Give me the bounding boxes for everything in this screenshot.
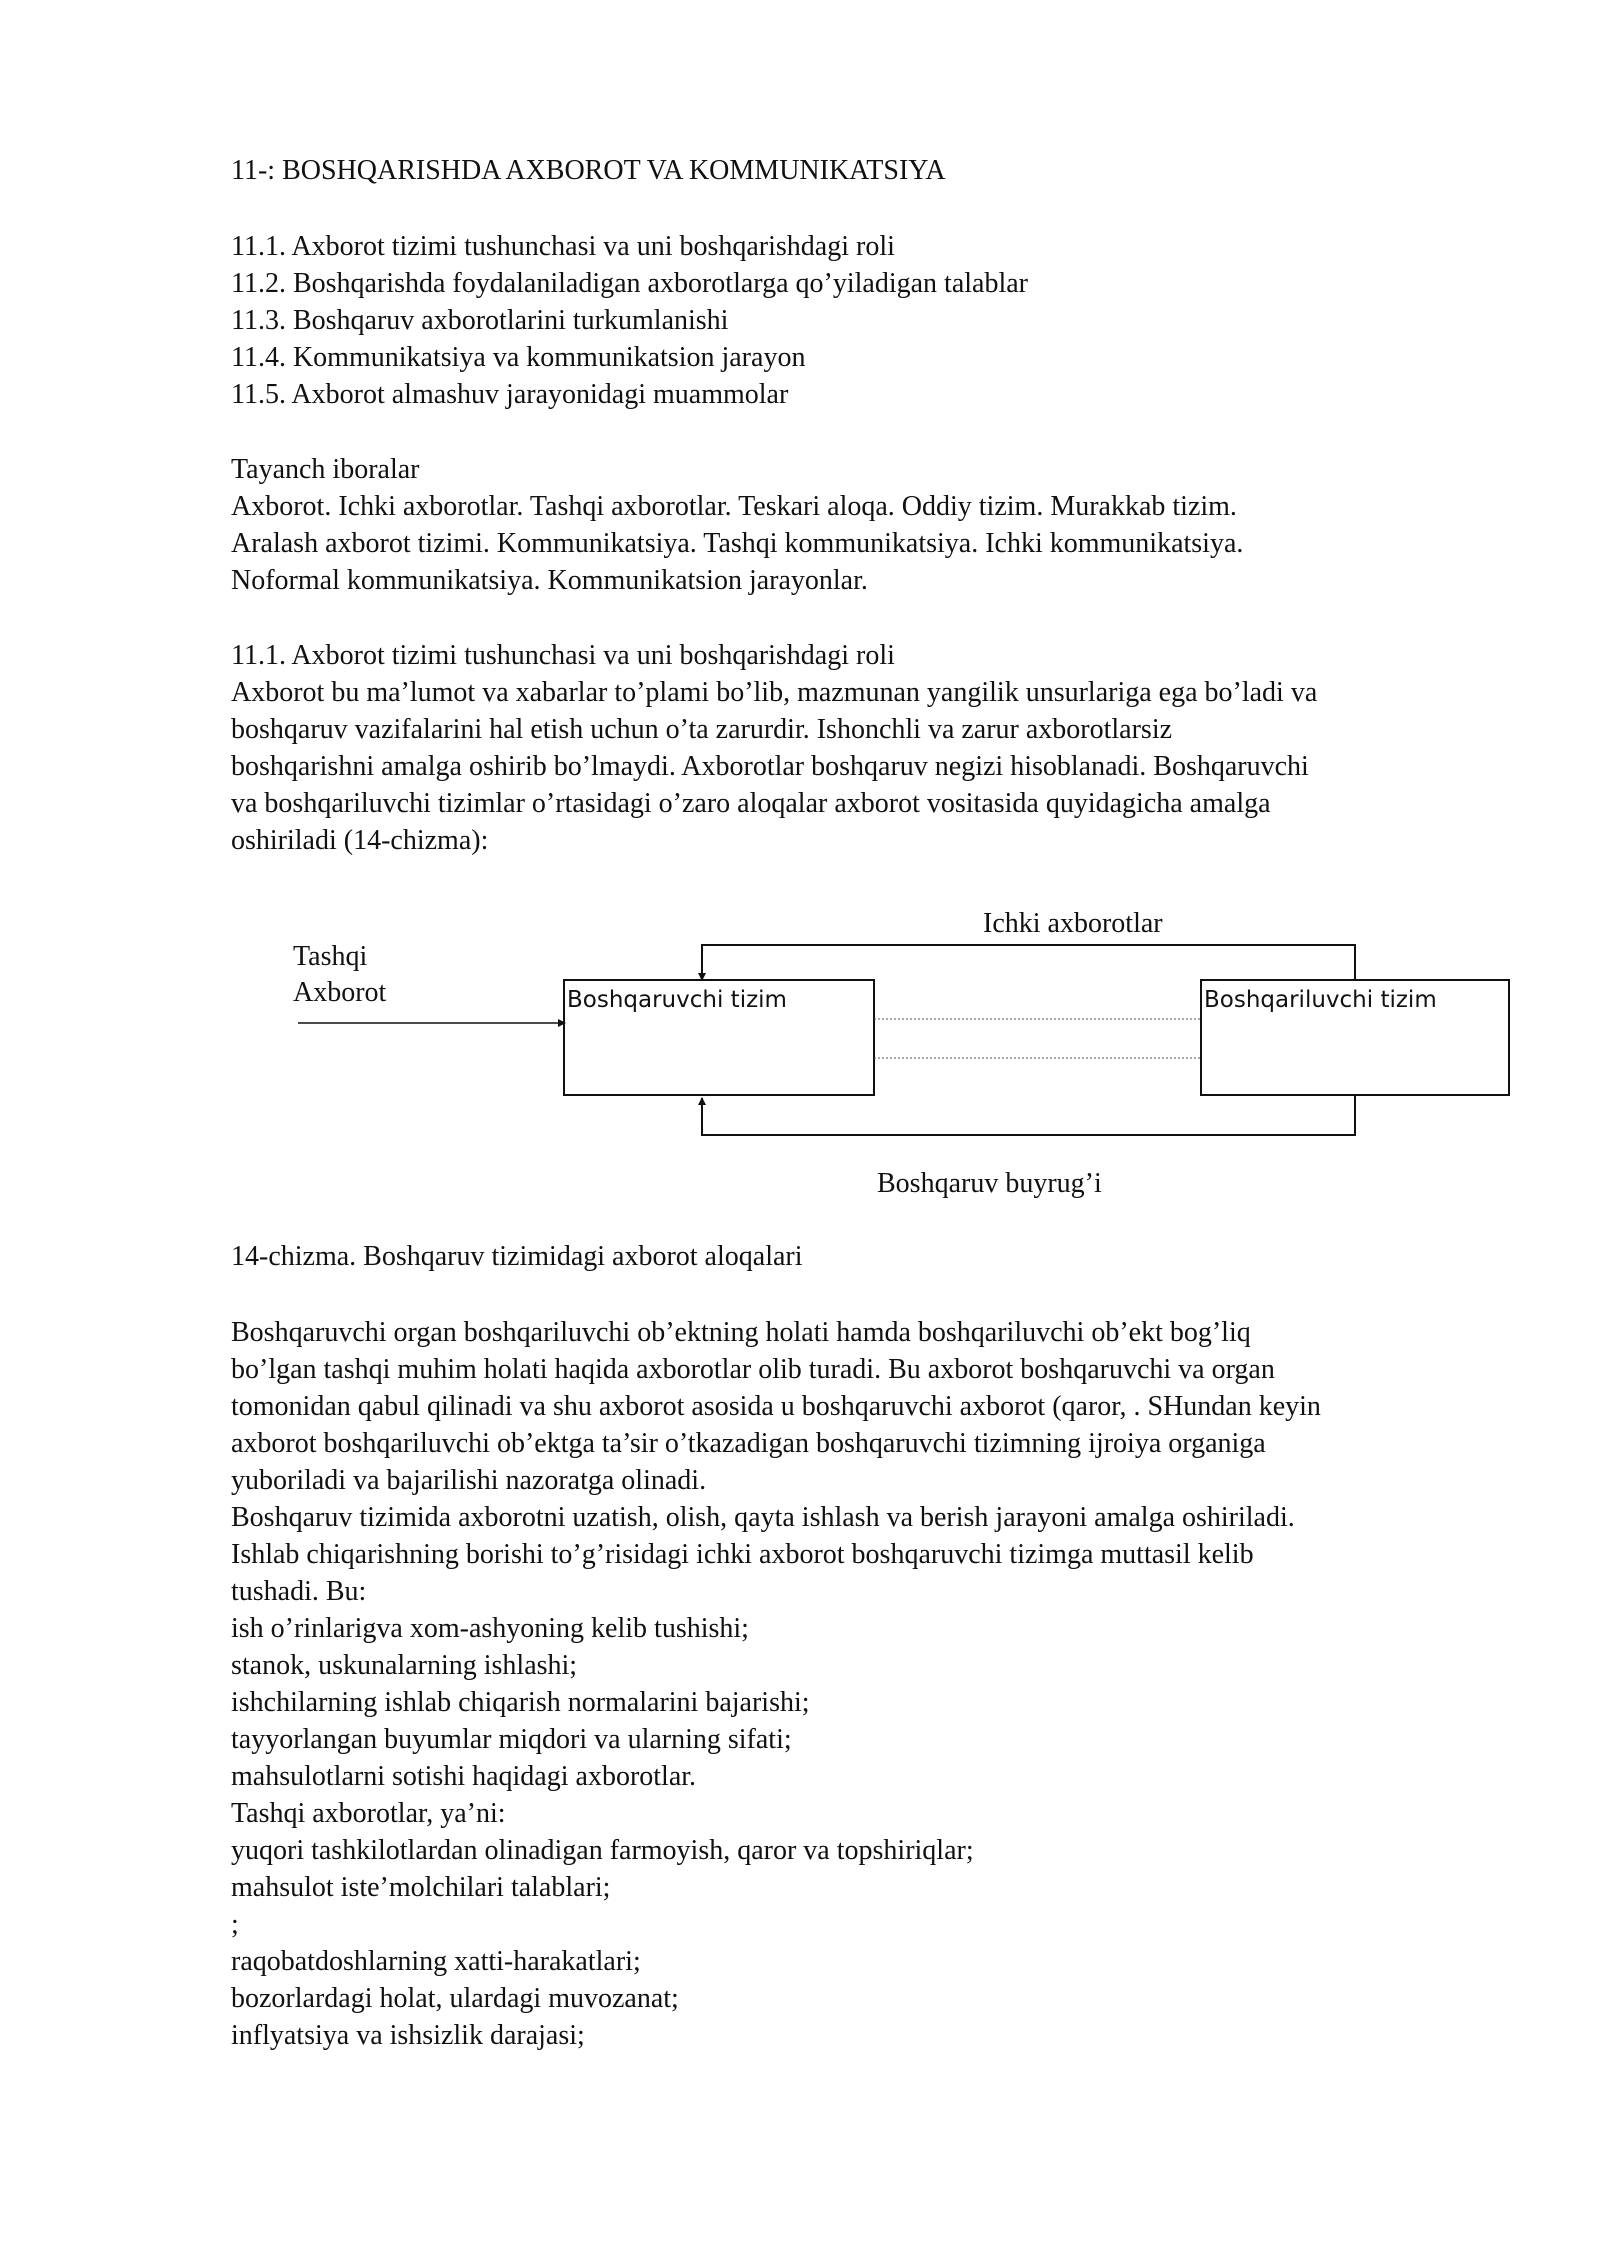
list-item: ; [231, 1909, 239, 1940]
paragraph-line: bo’lgan tashqi muhim holati haqida axborotlar olib turadi. Bu axborot boshqaruvchi va organ [231, 1354, 1275, 1385]
paragraph-line: Boshqaruv tizimida axborotni uzatish, olish, qayta ishlash va berish jarayoni amalga oshiriladi. [231, 1502, 1295, 1533]
paragraph-line: boshqaruv vazifalarini hal etish uchun o’ta zarurdir. Ishonchli va zarur axborotlarsiz [231, 714, 1173, 745]
list-item: ish o’rinlarigva xom-ashyoning kelib tushishi; [231, 1613, 749, 1644]
list-item: stanok, uskunalarning ishlashi; [231, 1650, 578, 1681]
command-arrow [702, 1095, 1355, 1135]
contents-item: 11.4. Kommunikatsiya va kommunikatsion jarayon [231, 342, 806, 373]
managed-system-label: Boshqariluvchi tizim [1204, 987, 1437, 1013]
contents-item: 11.1. Axborot tizimi tushunchasi va uni boshqarishdagi roli [231, 231, 895, 262]
list-item: bozorlardagi holat, ulardagi muvozanat; [231, 1983, 679, 2014]
contents-item: 11.2. Boshqarishda foydalaniladigan axborotlarga qo’yiladigan talablar [231, 268, 1028, 299]
internal-info-feedback-arrow [702, 945, 1355, 980]
list-item: tayyorlangan buyumlar miqdori va ularning sifati; [231, 1724, 792, 1755]
keywords-heading: Tayanch iboralar [231, 454, 420, 485]
section-heading: 11.1. Axborot tizimi tushunchasi va uni boshqarishdagi roli [231, 640, 895, 671]
keywords-line: Noformal kommunikatsiya. Kommunikatsion jarayonlar. [231, 565, 868, 596]
paragraph-line: Axborot bu ma’lumot va xabarlar to’plami bo’lib, mazmunan yangilik unsurlariga ega bo’ladi va [231, 677, 1318, 708]
contents-item: 11.3. Boshqaruv axborotlarini turkumlanishi [231, 305, 729, 336]
command-label: Boshqaruv buyrug’i [877, 1168, 1102, 1199]
external-info-label-line2: Axborot [293, 977, 387, 1008]
keywords-line: Aralash axborot tizimi. Kommunikatsiya. Tashqi kommunikatsiya. Ichki kommunikatsiya. [231, 528, 1244, 559]
list-item: inflyatsiya va ishsizlik darajasi; [231, 2020, 585, 2051]
list-item: ishchilarning ishlab chiqarish normalarini bajarishi; [231, 1687, 810, 1718]
chapter-title-text: 11-: BOSHQARISHDA AXBOROT VA KOMMUNIKATSIYA [231, 155, 946, 186]
figure-caption [231, 1238, 1531, 1275]
paragraph-line: oshiriladi (14-chizma): [231, 825, 489, 856]
paragraph-line: tomonidan qabul qilinadi va shu axborot asosida u boshqaruvchi axborot (qaror, . SHundan keyin [231, 1391, 1321, 1422]
paragraph-line: Ishlab chiqarishning borishi to’g’risidagi ichki axborot boshqaruvchi tizimga muttasil kelib [231, 1539, 1254, 1570]
managing-system-label: Boshqaruvchi tizim [567, 987, 787, 1013]
body-text [231, 1314, 1531, 2054]
figure-caption-text: 14-chizma. Boshqaruv tizimidagi axborot aloqalari [231, 1241, 803, 1272]
contents-item: 11.5. Axborot almashuv jarayonidagi muammolar [231, 379, 789, 410]
list-item: mahsulotlarni sotishi haqidagi axborotlar. [231, 1761, 697, 1792]
paragraph-line: Tashqi axborotlar, ya’ni: [231, 1798, 506, 1829]
paragraph-line: yuboriladi va bajarilishi nazoratga olinadi. [231, 1465, 707, 1496]
keywords-line: Axborot. Ichki axborotlar. Tashqi axborotlar. Teskari aloqa. Oddiy tizim. Murakkab tizim. [231, 491, 1237, 522]
paragraph-line: axborot boshqariluvchi ob’ektga ta’sir o’tkazadigan boshqaruvchi tizimning ijroiya organiga [231, 1428, 1266, 1459]
external-info-label-line1: Tashqi [293, 941, 368, 972]
list-item: yuqori tashkilotlardan olinadigan farmoyish, qaror va topshiriqlar; [231, 1835, 974, 1866]
paragraph-line: va boshqariluvchi tizimlar o’rtasidagi o’zaro aloqalar axborot vositasida quyidagicha amalga [231, 788, 1271, 819]
internal-info-label: Ichki axborotlar [983, 908, 1163, 939]
paragraph-line: boshqarishni amalga oshirib bo’lmaydi. Axborotlar boshqaruv negizi hisoblanadi. Boshqaruvchi [231, 751, 1309, 782]
list-item: raqobatdoshlarning xatti-harakatlari; [231, 1946, 641, 1977]
list-item: mahsulot iste’molchilari talablari; [231, 1872, 611, 1903]
paragraph-line: Boshqaruvchi organ boshqariluvchi ob’ektning holati hamda boshqariluvchi ob’ekt bog’liq [231, 1317, 1251, 1348]
paragraph-line: tushadi. Bu: [231, 1576, 367, 1607]
